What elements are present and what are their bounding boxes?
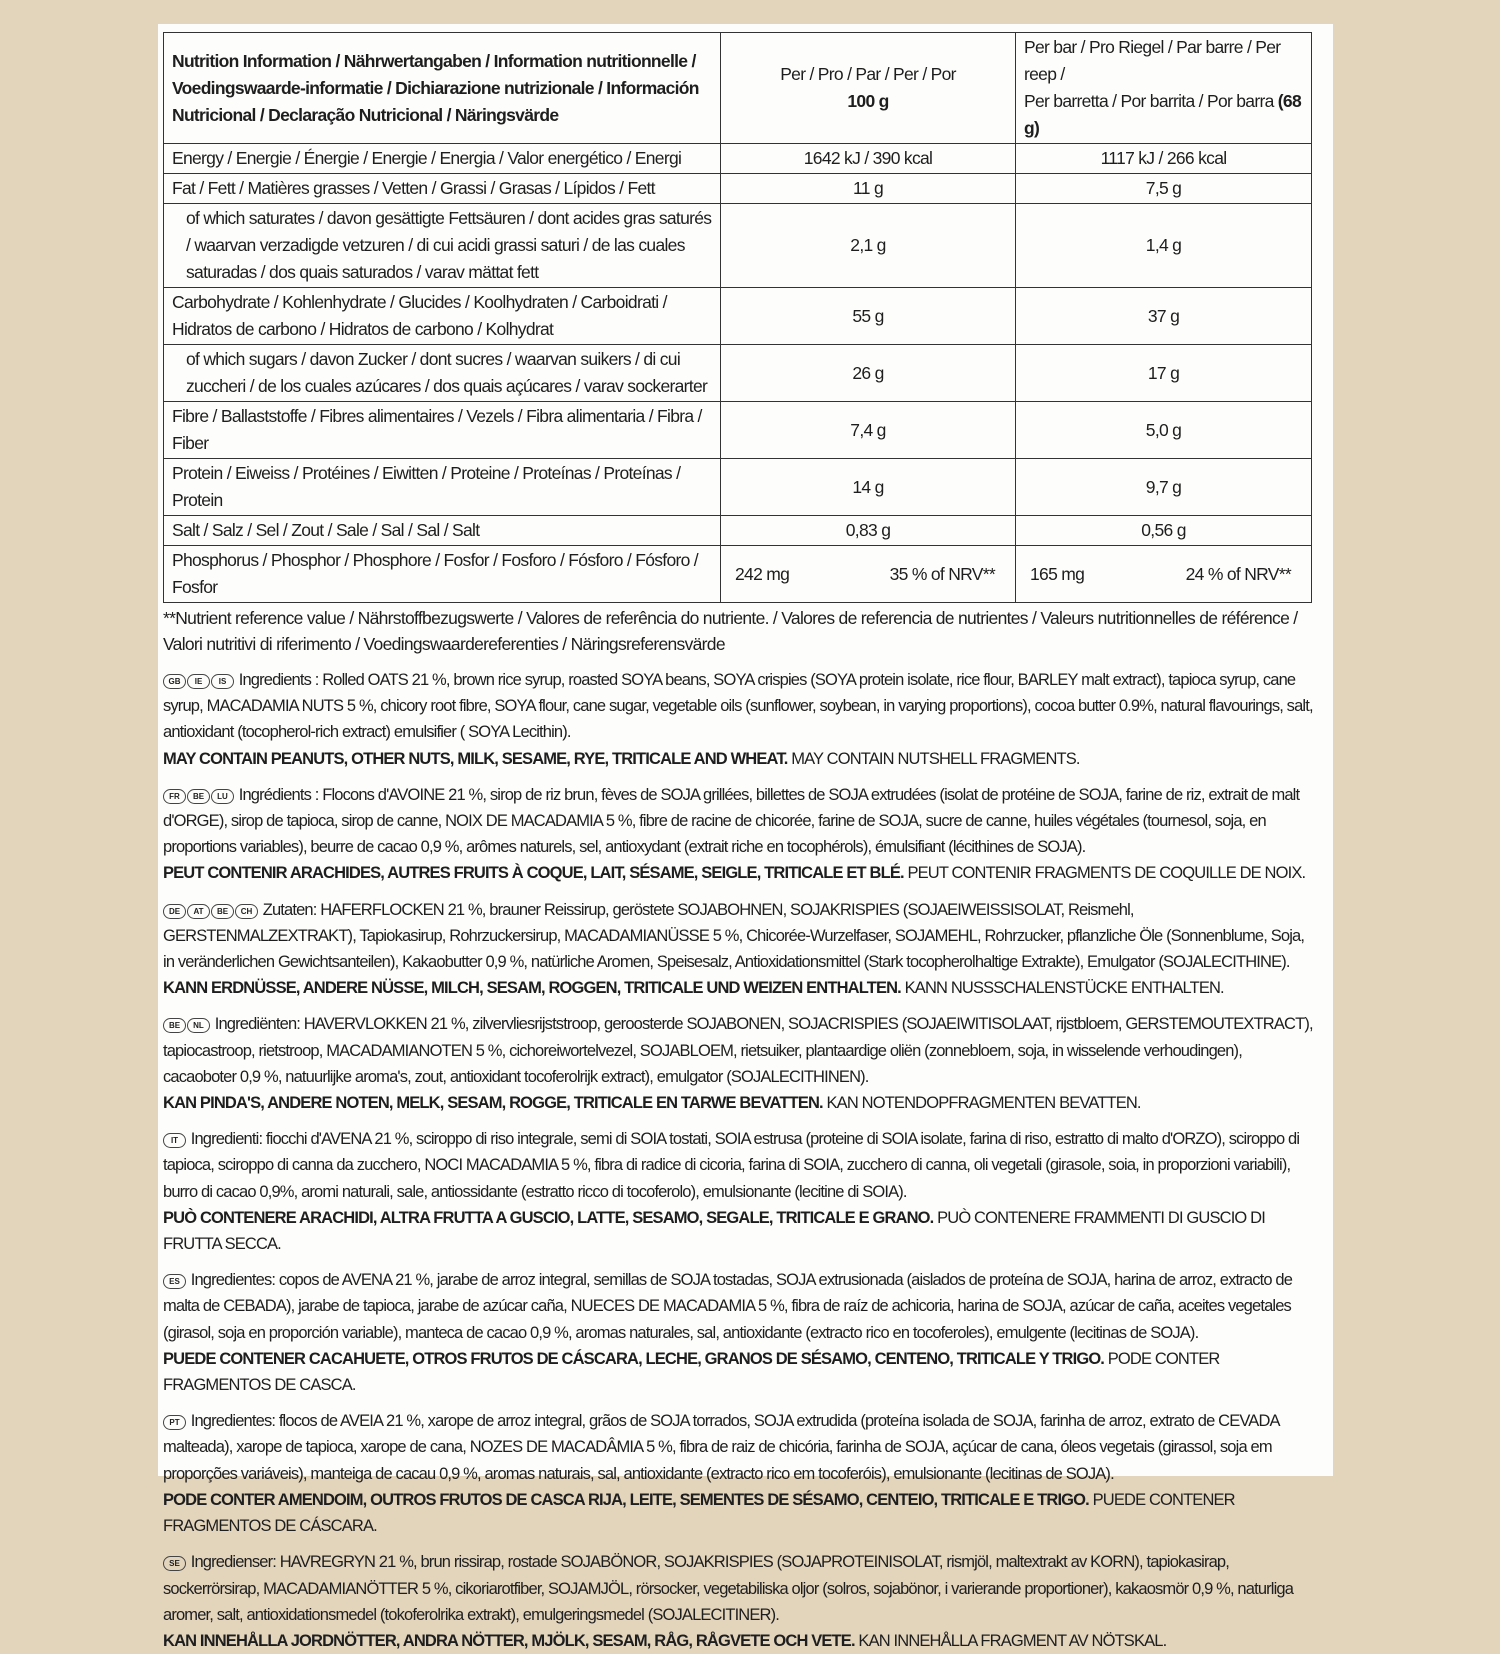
country-code-badge: IT [163,1133,186,1148]
nrv: 35 % of NRV** [889,563,995,584]
row-label: of which sugars / davon Zucker / dont sucres / waarvan suikers / di cui zuccheri / de los cuales azúcares / dos quais açúcares / varav sockerarter [164,345,721,402]
country-code-badge: IE [187,674,210,689]
ingredient-block [163,897,1313,1002]
row-label: Energy / Energie / Énergie / Energie / Energia / Valor energético / Energi [164,144,721,174]
ingredient-block [163,1549,1313,1654]
header-per-bar: Per bar / Pro Riegel / Par barre / Per reep / Per barretta / Por barrita / Por barra (68 g) [1016,33,1312,144]
table-row [164,144,1312,174]
nutshell-note: PUEDE CONTENER FRAGMENTOS DE CÁSCARA. [163,1490,1235,1536]
allergen-warning: PODE CONTER AMENDOIM, OUTROS FRUTOS DE CASCA RIJA, LEITE, SEMENTES DE SÉSAMO, CENTEIO, TRITICALE E TRIGO. [163,1490,1089,1509]
country-code-badge: PT [163,1415,186,1430]
row-label: Salt / Salz / Sel / Zout / Sale / Sal / Sal / Salt [164,516,721,546]
per-bar-cell [1016,546,1312,603]
per-bar-cell: 1,4 g [1016,204,1312,288]
ingredient-text: Zutaten: HAFERFLOCKEN 21 %, brauner Reissirup, geröstete SOJABOHNEN, SOJAKRISPIES (SOJAEIWEISSISOLAT, Reismehl, GERSTENMALZEXTRAKT), Tapiokasirup, Rohrzuckersirup, MACADAMIANÜSSE 5 %, Chicorée-Wurzelfaser, SOJAMEHL, Rohrzucker, pflanzliche Öle (Sonnenblume, Soja, in veränderlichen Gewichtsanteilen), Kakaobutter 0,9 %, natürliche Aromen, Speisesalz, Antioxidationsmittel (Stark tocopherolhaltige Extrakte), Emulgator (SOJALECITHINE). [163,900,1305,972]
amount: 242 mg [735,563,790,584]
ingredient-text: Ingredienser: HAVREGRYN 21 %, brun rissirap, rostade SOJABÖNOR, SOJAKRISPIES (SOJAPROTEINISOLAT, rismjöl, maltextrakt av KORN), tapiokasirap, sockerrörsirap, MACADAMIANÖTTER 5 %, cikoriarotfiber, SOJAMJÖL, rörsocker, vegetabiliska oljor (solros, sojabönor, i varierande proportioner), kakaosmör 0,9 %, naturliga aromer, salt, antioxidationsmedel (tokoferolrika extrakt), emulgeringsmedel (SOJALECITINER). [163,1553,1294,1624]
per-100g-cell: 14 g [721,459,1016,516]
per-100g-cell: 1642 kJ / 390 kcal [721,144,1016,174]
per-bar-cell: 1117 kJ / 266 kcal [1016,144,1312,174]
country-code-badge: BE [163,1018,186,1033]
ingredient-block [163,1126,1313,1257]
table-row [164,174,1312,204]
per-bar-cell: 0,56 g [1016,516,1312,546]
nrv-footnote: **Nutrient reference value / Nährstoffbezugswerte / Valores de referência do nutriente. / Valores de referencia de nutrientes / Valeurs nutritionnelles de référence / Valori nutritivi di riferimento / Voedingswaardereferenties / Näringsreferensvärde [163,608,1298,654]
ingredient-text: Ingrédients : Flocons d'AVOINE 21 %, sirop de riz brun, fèves de SOJA grillées, billettes de SOJA extrudées (isolat de protéine de SOJA, farine de riz, extrait de malt d'ORGE), sirop de tapioca, sirop de canne, NOIX DE MACADAMIA 5 %, fibre de racine de chicorée, farine de SOJA, sucre de canne, huiles végétales (tournesol, soja, en proportions variables), beurre de cacao 0,9 %, arômes naturels, sel, antioxydant (extrait riche en tocophérols), émulsifiant (lécithines de SOJA). [163,785,1300,857]
per-100g-cell [721,546,1016,603]
table-header-row [164,33,1312,144]
ingredient-text: Ingrediënten: HAVERVLOKKEN 21 %, zilvervliesrijststroop, geroosterde SOJABONEN, SOJACRISPIES (SOJAEIWITISOLAAT, rijstbloem, GERSTEMOUTEXTRACT), tapiocastroop, rietstroop, MACADAMIANOTEN 5 %, cichoreiwortelvezel, SOJABLOEM, rietsuiker, plantaardige oliën (zonnebloem, soja, in wisselende verhoudingen), cacaoboter 0,9 %, natuurlijke aroma's, zout, antioxidant tocoferolrijk extract), emulgator (SOJALECITHINEN). [163,1015,1313,1086]
allergen-warning: KAN INNEHÅLLA JORDNÖTTER, ANDRA NÖTTER, MJÖLK, SESAM, RÅG, RÅGVETE OCH VETE. [163,1631,855,1650]
per-bar-cell: 17 g [1016,345,1312,402]
per-100g-cell: 0,83 g [721,516,1016,546]
row-label: Fibre / Ballaststoffe / Fibres alimentaires / Vezels / Fibra alimentaria / Fibra / Fiber [164,402,721,459]
header-per-100g: Per / Pro / Par / Per / Por 100 g [721,33,1016,144]
table-row [164,402,1312,459]
per-100g-cell: 55 g [721,288,1016,345]
ingredient-text: Ingredientes: copos de AVENA 21 %, jarabe de arroz integral, semillas de SOJA tostadas, SOJA extrusionada (aislados de proteína de SOJA, harina de arroz, extracto de malta de CEBADA), jarabe de tapioca, jarabe de azúcar caña, NUECES DE MACADAMIA 5 %, fibra de raíz de achicoria, harina de SOJA, azúcar de caña, aceites vegetales (girasol, soja en proporción variable), manteca de cacao 0,9 %, aromas naturales, sal, antioxidante (extracto rico en tocoferoles), emulgente (lecitinas de SOJA). [163,1271,1293,1342]
amount: 165 mg [1030,563,1085,584]
ingredient-text: Ingredientes: flocos de AVEIA 21 %, xarope de arroz integral, grãos de SOJA torrados, SOJA extrudida (proteína isolada de SOJA, farinha de arroz, extrato de CEVADA malteada), xarope de tapioca, xarope de cana, NOZES DE MACADÂMIA 5 %, fibra de raiz de chicória, farinha de SOJA, açúcar de cana, óleos vegetais (girassol, soja em proporções variáveis), manteiga de cacau 0,9 %, aromas naturais, sal, antioxidante (extracto rico em tocoferóis), emulsionante (lecitinas de SOJA). [163,1412,1279,1483]
allergen-warning: KAN PINDA'S, ANDERE NOTEN, MELK, SESAM, ROGGE, TRITICALE EN TARWE BEVATTEN. [163,1094,823,1113]
per-bar-cell: 9,7 g [1016,459,1312,516]
row-label: Protein / Eiweiss / Protéines / Eiwitten / Proteine / Proteínas / Proteínas / Protein [164,459,721,516]
nutrition-table [163,32,1312,603]
nutshell-note: KAN INNEHÅLLA FRAGMENT AV NÖTSKAL. [858,1631,1167,1650]
per-100g-cell: 26 g [721,345,1016,402]
country-code-badge: ES [163,1274,186,1289]
per-bar-cell: 7,5 g [1016,174,1312,204]
country-code-badge: SE [163,1556,186,1571]
country-code-badge: CH [235,904,258,919]
row-label: Phosphorus / Phosphor / Phosphore / Fosfor / Fosforo / Fósforo / Fósforo / Fosfor [164,546,721,603]
nutshell-note: MAY CONTAIN NUTSHELL FRAGMENTS. [791,749,1080,768]
allergen-warning: MAY CONTAIN PEANUTS, OTHER NUTS, MILK, SESAME, RYE, TRITICALE AND WHEAT. [163,749,788,768]
nutshell-note: KAN NOTENDOPFRAGMENTEN BEVATTEN. [826,1094,1141,1113]
table-row [164,345,1312,402]
country-code-badge: FR [163,789,186,804]
header-label: Nutrition Information / Nährwertangaben / Information nutritionnelle / Voedingswaarde-informatie / Dichiarazione nutrizionale / Información Nutricional / Declaração Nutricional / Näringsvärde [164,33,721,144]
ingredient-text: Ingredienti: fiocchi d'AVENA 21 %, sciroppo di riso integrale, semi di SOIA tostati, SOIA estrusa (proteine di SOIA isolate, farina di riso, estratto di malto d'ORZO), sciroppo di tapioca, sciroppo di canna da zucchero, NOCI MACADAMIA 5 %, fibra di radice di cicoria, farina di SOIA, zucchero di canna, oli vegetali (girasole, soia, in proporzioni variabili), burro di cacao 0,9%, aromi naturali, sale, antiossidante (estratto ricco di tocoferolo), emulsionante (lecitine di SOIA). [163,1130,1300,1201]
allergen-warning: PUEDE CONTENER CACAHUETE, OTROS FRUTOS DE CÁSCARA, LECHE, GRANOS DE SÉSAMO, CENTENO, TRITICALE Y TRIGO. [163,1349,1105,1368]
table-row [164,459,1312,516]
table-row [164,288,1312,345]
nutshell-note: KANN NUSSSCHALENSTÜCKE ENTHALTEN. [904,979,1224,998]
ingredient-block [163,1011,1313,1116]
row-label: Fat / Fett / Matières grasses / Vetten / Grassi / Grasas / Lípidos / Fett [164,174,721,204]
per-bar-cell: 37 g [1016,288,1312,345]
country-code-badge: BE [211,904,234,919]
nutshell-note: PUÒ CONTENERE FRAMMENTI DI GUSCIO DI FRUTTA SECCA. [163,1208,1265,1254]
country-code-badge: IS [211,674,234,689]
row-label: of which saturates / davon gesättigte Fettsäuren / dont acides gras saturés / waarvan verzadigde vetzuren / di cui acidi grassi saturi / de las cuales saturadas / dos quais saturados / varav mättat fett [164,204,721,288]
per-100g-cell: 2,1 g [721,204,1016,288]
table-row [164,204,1312,288]
country-code-badge: NL [187,1018,210,1033]
country-code-badge: LU [211,789,234,804]
country-code-badge: DE [163,904,186,919]
country-code-badge: BE [187,789,210,804]
table-row-phosphorus [164,546,1312,603]
allergen-warning: PEUT CONTENIR ARACHIDES, AUTRES FRUITS À COQUE, LAIT, SÉSAME, SEIGLE, TRITICALE ET BLÉ. [163,864,904,883]
nrv: 24 % of NRV** [1185,563,1291,584]
ingredient-text: Ingredients : Rolled OATS 21 %, brown rice syrup, roasted SOYA beans, SOYA crispies (SOYA protein isolate, rice flour, BARLEY malt extract), tapioca syrup, cane syrup, MACADAMIA NUTS 5 %, chicory root fibre, SOYA flour, cane sugar, vegetable oils (sunflower, soybean, in varying proportions), cocoa butter 0.9%, natural flavourings, salt, antioxidant (tocopherol-rich extract) emulsifier ( SOYA Lecithin). [163,671,1313,742]
per-100g-cell: 11 g [721,174,1016,204]
allergen-warning: KANN ERDNÜSSE, ANDERE NÜSSE, MILCH, SESAM, ROGGEN, TRITICALE UND WEIZEN ENTHALTEN. [163,979,901,998]
nutshell-note: PEUT CONTENIR FRAGMENTS DE COQUILLE DE NOIX. [907,864,1306,883]
country-code-badge: AT [187,904,210,919]
label-sheet [158,24,1333,1650]
per-bar-cell: 5,0 g [1016,402,1312,459]
ingredient-block [163,667,1313,772]
ingredient-block [163,1408,1313,1539]
per-100g-cell: 7,4 g [721,402,1016,459]
ingredient-block [163,1267,1313,1398]
allergen-warning: PUÒ CONTENERE ARACHIDI, ALTRA FRUTTA A GUSCIO, LATTE, SESAMO, SEGALE, TRITICALE E GRANO. [163,1208,934,1227]
country-code-badge: GB [163,674,186,689]
table-row [164,516,1312,546]
ingredient-block [163,782,1313,887]
row-label: Carbohydrate / Kohlenhydrate / Glucides / Koolhydraten / Carboidrati / Hidratos de carbono / Hidratos de carbono / Kolhydrat [164,288,721,345]
nutshell-note: PODE CONTER FRAGMENTOS DE CASCA. [163,1349,1220,1395]
ingredients-section [163,667,1313,1654]
